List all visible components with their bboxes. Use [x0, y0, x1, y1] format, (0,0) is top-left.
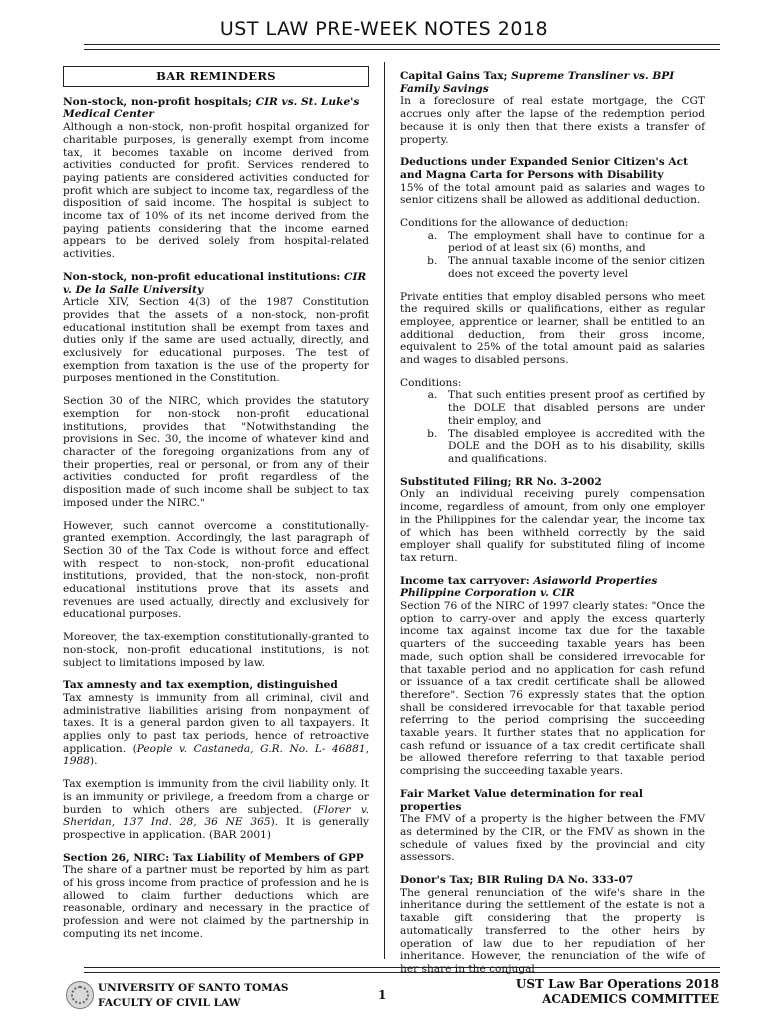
footer-faculty: FACULTY OF CIVIL LAW — [98, 997, 241, 1009]
section-heading: Fair Market Value determination for real properties — [400, 787, 643, 813]
university-seal-icon — [66, 981, 94, 1009]
paragraph: Conditions for the allowance of deduction: — [400, 217, 629, 230]
paragraph — [63, 778, 369, 842]
heading-text: Non-stock, non-profit hospitals; — [63, 95, 256, 108]
paragraph-text: Tax amnesty is immunity from all criminal, civil and administrative liabilities arising from nonpayment of taxes. It is a general pardon given to all taxpayers. It applies only to past tax periods, hence of retroactive application. ( — [63, 691, 369, 755]
case-citation: Supreme Transliner vs. BPI Family Savings — [400, 70, 675, 95]
section-heading: Tax amnesty and tax exemption, distinguished — [63, 679, 338, 692]
section-heading: Substituted Filing; RR No. 3-2002 — [400, 475, 602, 488]
section-substituted-filing — [400, 476, 705, 565]
paragraph: 15% of the total amount paid as salaries and wages to senior citizens shall be allowed as additional deduction. — [400, 181, 705, 207]
footer-university: UNIVERSITY OF SANTO TOMAS — [98, 982, 289, 994]
footer-committee — [516, 977, 719, 1007]
section-educational-institutions — [63, 271, 369, 669]
header-rule-double — [84, 49, 720, 50]
paragraph: Section 76 of the NIRC of 1997 clearly states: "Once the option to carry-over and apply the excess quarterly income tax against income tax due for the taxable quarters of the succeeding taxable years has been made, such option shall be considered irrevocable for that taxable period and no application for cash refund or issuance of a tax credit certificate shall be allowed therefore". Section 76 expressly states that the option shall be considered irrevocable for that taxable period referring to the period comprising the succeeding taxable years. It further states that no application for cash refund or issuance of a tax credit certificate shall be allowed therefore referring to that taxable period comprising the succeeding taxable years. — [400, 600, 705, 778]
header-rule — [84, 44, 720, 45]
footer-academics: ACADEMICS COMMITTEE — [542, 992, 719, 1006]
list-item: a. The employment shall have to continue for a period of at least six (6) months, and — [444, 230, 705, 255]
list-item: b. The disabled employee is accredited with the DOLE and the DOH as to his disability, skills and qualifications. — [444, 428, 705, 466]
paragraph-text: Tax exemption is immunity from the civil liability only. It is an immunity or privilege, a freedom from a charge or burden to which others are subjected. ( — [63, 778, 369, 816]
paragraph: Article XIV, Section 4(3) of the 1987 Constitution provides that the assets of a non-stock, non-profit educational institution shall be exempt from taxes and duties only if the same are used actually, directly, and exclusively for educational purposes. The test of exemption from taxation is the use of the property for purposes mentioned in the Constitution. — [63, 296, 369, 385]
paragraph: The FMV of a property is the higher between the FMV as determined by the CIR, or the FMV as shown in the schedule of values fixed by the provincial and city assessors. — [400, 813, 705, 864]
section-senior-pwd-deductions — [400, 156, 705, 465]
section-heading — [63, 271, 369, 296]
section-donors-tax — [400, 874, 705, 976]
section-heading: Section 26, NIRC: Tax Liability of Members of GPP — [63, 851, 364, 864]
paragraph-text: ). — [89, 755, 98, 768]
case-citation: CIR v. De la Salle University — [63, 270, 367, 296]
section-heading — [63, 96, 369, 121]
page-number: 1 — [378, 988, 387, 1002]
case-citation: Florer v. Sheridan, 137 Ind. 28, 36 NE 365 — [63, 803, 369, 829]
section-capital-gains — [400, 70, 705, 146]
section-heading: Deductions under Expanded Senior Citizen's Act and Magna Carta for Persons with Disability — [400, 156, 688, 181]
page-header-title: UST LAW PRE-WEEK NOTES 2018 — [219, 18, 549, 40]
section-gpp-liability — [63, 852, 369, 941]
section-heading — [400, 575, 705, 600]
paragraph: Moreover, the tax-exemption constitutionally-granted to non-stock, non-profit educational institutions, is not subject to limitations imposed by law. — [63, 631, 369, 669]
conditions-list — [400, 389, 705, 465]
footer-rule-double — [84, 972, 720, 973]
list-item: b. The annual taxable income of the senior citizen does not exceed the poverty level — [444, 255, 705, 280]
paragraph-text: ). It is generally prospective in application. (BAR 2001) — [63, 816, 369, 841]
section-heading: Donor's Tax; BIR Ruling DA No. 333-07 — [400, 874, 634, 887]
column-divider — [384, 62, 385, 959]
paragraph: Conditions: — [400, 376, 462, 389]
section-tax-amnesty — [63, 679, 369, 841]
case-citation: CIR vs. St. Luke's Medical Center — [63, 95, 360, 121]
right-column — [400, 70, 705, 986]
case-citation: Asiaworld Properties Philippine Corporation v. CIR — [400, 574, 658, 600]
heading-text: Non-stock, non-profit educational institutions: — [63, 270, 345, 283]
heading-text: Capital Gains Tax; — [400, 70, 512, 82]
paragraph: The general renunciation of the wife's share in the inheritance during the settlement of the estate is not a taxable gift considering that the property is automatically transferred to the other heirs by operation of law due to her repudiation of her inheritance. However, the renunciation of the wife of her share in the conjugal — [400, 886, 705, 975]
conditions-list — [400, 230, 705, 281]
paragraph: In a foreclosure of real estate mortgage, the CGT accrues only after the lapse of the redemption period because it is only then that there exists a transfer of property. — [400, 95, 705, 146]
section-heading — [400, 70, 705, 95]
footer-rule — [84, 967, 720, 968]
section-nonprofit-hospitals — [63, 96, 369, 261]
paragraph: Section 30 of the NIRC, which provides the statutory exemption for non-stock non-profit educational institutions, provides that "Notwithstanding the provisions in Sec. 30, the income of whatever kind and character of the foregoing organizations from any of their properties, real or personal, or from any of their activities conducted for profit regardless of the disposition made of such income shall be subject to tax imposed under the NIRC." — [63, 395, 369, 509]
footer-bar-ops: UST Law Bar Operations 2018 — [515, 977, 719, 991]
heading-text: Income tax carryover: — [400, 574, 534, 587]
case-citation: People v. Castaneda, G.R. No. L- 46881, 1988 — [63, 742, 369, 768]
section-fair-market-value — [400, 788, 705, 864]
paragraph: Private entities that employ disabled persons who meet the required skills or qualifications, either as regular employee, apprentice or learner, shall be entitled to an additional deduction, from their gross income, equivalent to 25% of the total amount paid as salaries and wages to disabled persons. — [400, 290, 705, 367]
bar-reminders-title: BAR REMINDERS — [63, 66, 369, 87]
paragraph: However, such cannot overcome a constitutionally-granted exemption. Accordingly, the last paragraph of Section 30 of the Tax Code is without force and effect with respect to non-stock, non-profit educational institutions, provided, that the non-stock, non-profit educational institutions prove that its assets and revenues are used actually, directly and exclusively for educational purposes. — [63, 519, 369, 621]
paragraph — [63, 692, 369, 768]
paragraph: Although a non-stock, non-profit hospital organized for charitable purposes, is generally exempt from income tax, it becomes taxable on income derived from activities conducted for profit. Services rendered to paying patients are considered activities conducted for profit which are subject to income tax, regardless of the disposition of said income. The hospital is subject to income tax of 10% of its net income derived from the paying patients considering that the income earned appears to be derived solely from hospital-related activities. — [63, 121, 369, 261]
paragraph: Only an individual receiving purely compensation income, regardless of amount, from only one employer in the Philippines for the calendar year, the income tax of which has been withheld correctly by the said employer shall qualify for substituted filing of income tax return. — [400, 488, 705, 564]
list-item: a. That such entities present proof as certified by the DOLE that disabled persons are under their employ, and — [444, 389, 705, 427]
left-column — [63, 66, 369, 951]
paragraph: The share of a partner must be reported by him as part of his gross income from practice of profession and he is allowed to claim further deductions which are reasonable, ordinary and necessary in the practice of profession and were not claimed by the partnership in computing its net income. — [63, 864, 369, 940]
footer-institution — [98, 981, 289, 1011]
section-income-tax-carryover — [400, 575, 705, 778]
